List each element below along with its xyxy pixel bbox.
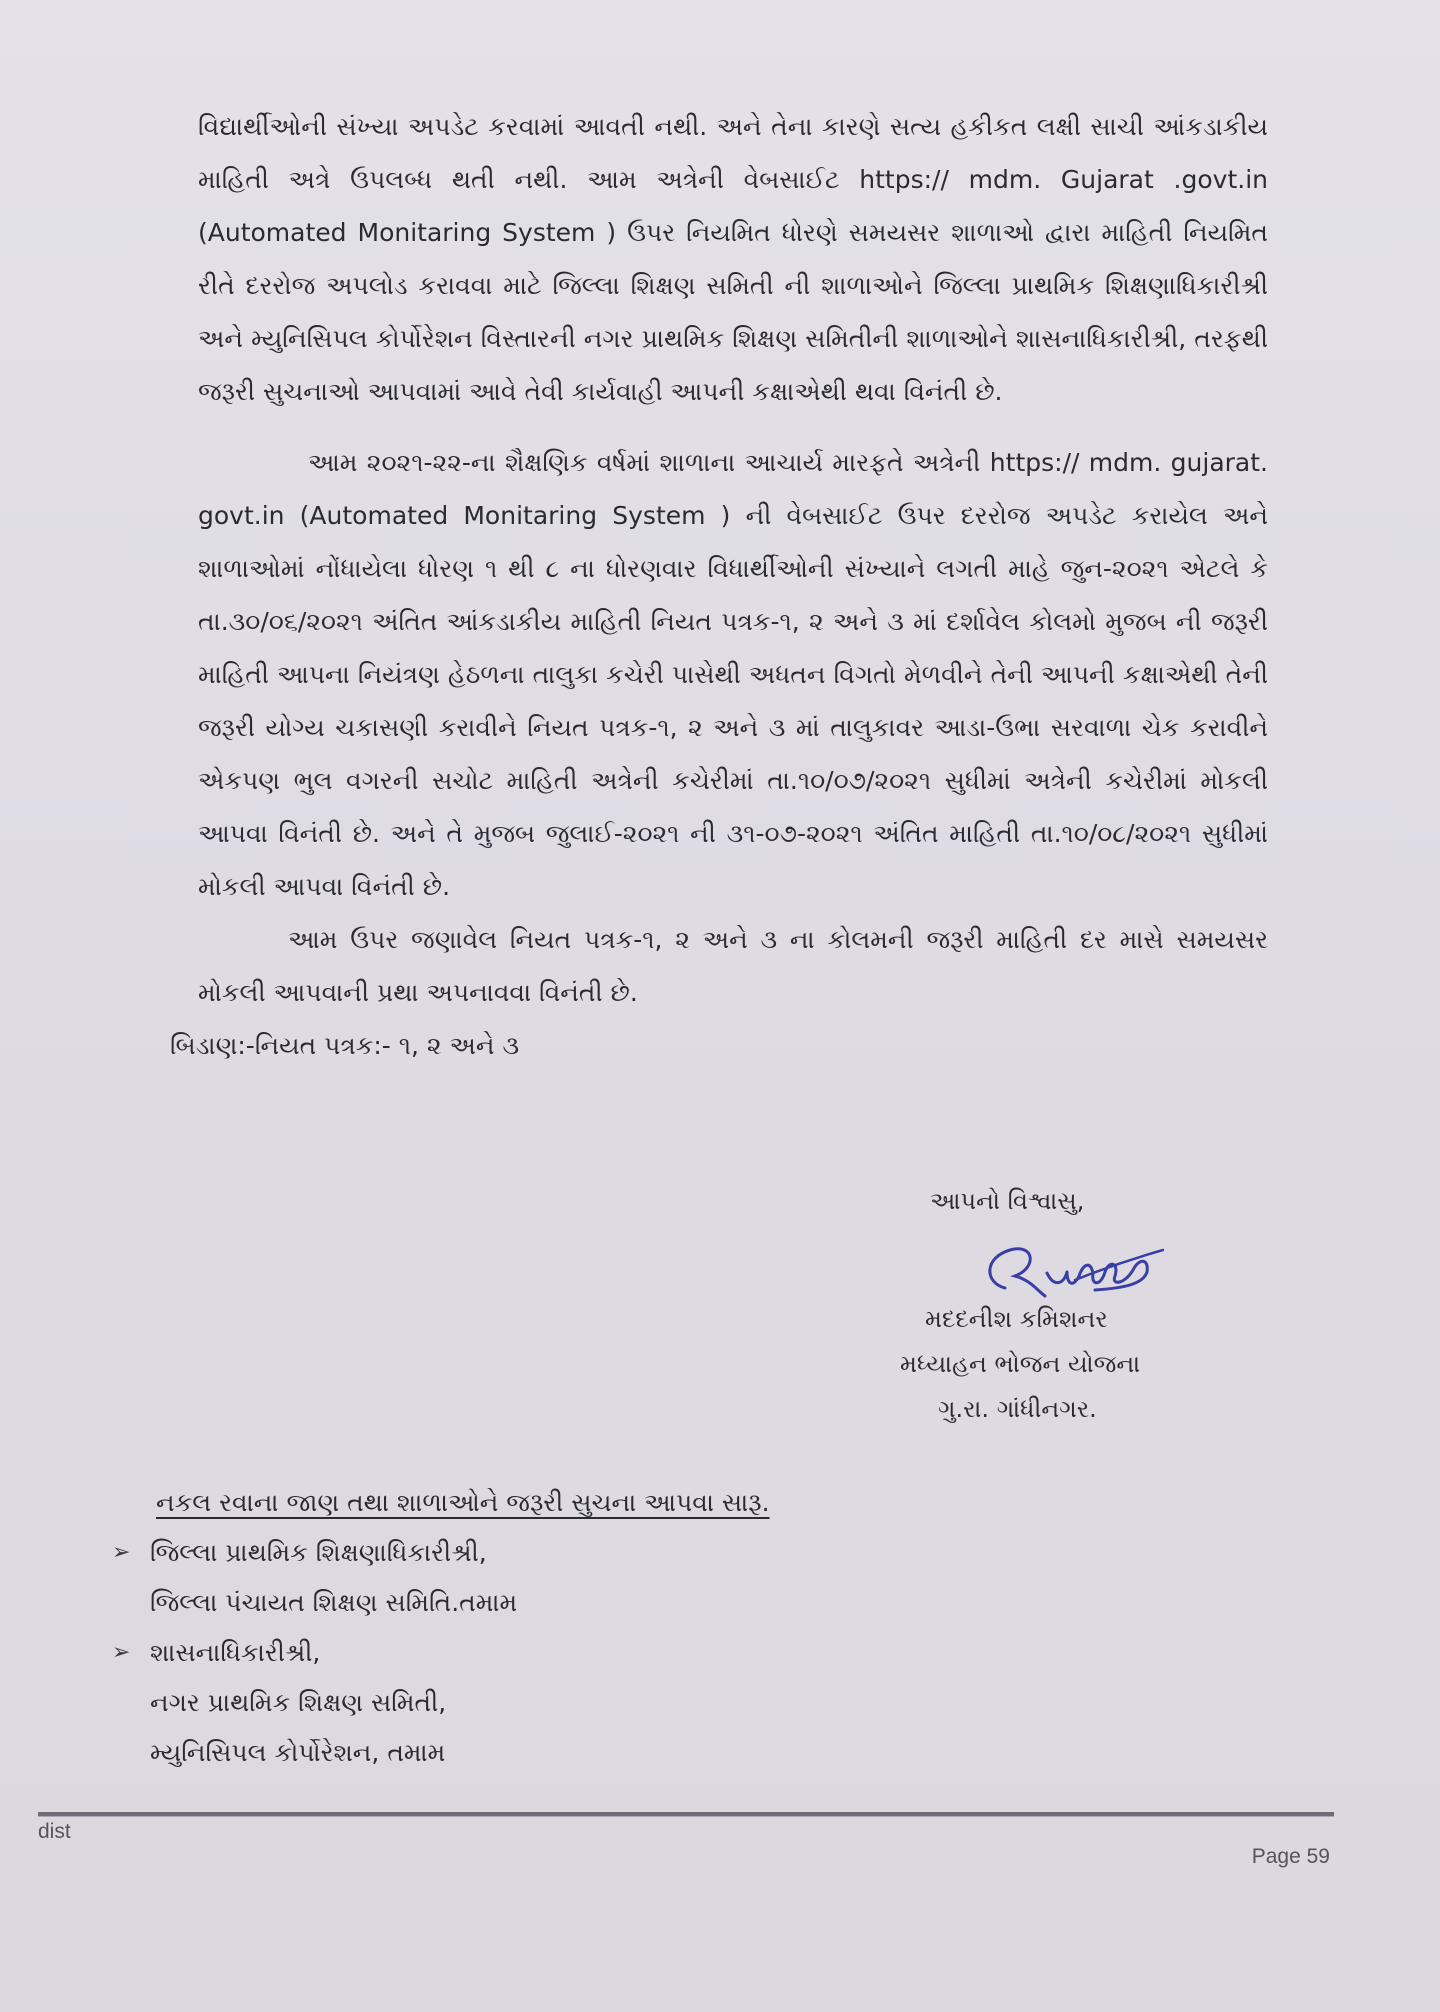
paragraph-1: વિદ્યાર્થીઓની સંખ્યા અપડેટ કરવામાં આવતી નથી. અને તેના કારણે સત્ય હકીકત લક્ષી સાચી આંકડાકીય માહિતી અત્રે ઉપલબ્ધ થતી નથી. આમ અત્રેની વેબસાઈટ https:// mdm. Gujarat .govt.in (Automated Monitaring System ) ઉપર નિયમિત ધોરણે સમયસર શાળાઓ દ્વારા માહિતી નિયમિત રીતે દરરોજ અપલોડ કરાવવા માટે જિલ્લા શિક્ષણ સમિતી ની શાળાઓને જિલ્લા પ્રાથમિક શિક્ષણાધિકારીશ્રી અને મ્યુનિસિપલ કોર્પોરેશન વિસ્તારની નગર પ્રાથમિક શિક્ષણ સમિતીની શાળાઓને શાસનાધિકારીશ્રી, તરફથી જરૂરી સુચનાઓ આપવામાં આવે તેવી કાર્યવાહી આપની કક્ષાએથી થવા વિનંતી છે. [198,112,1268,406]
page-number: Page 59 [1251,1845,1330,1868]
copy-item [150,1678,1050,1728]
signatory-designation: મદદનીશ કમિશનર [925,1305,1108,1333]
copy-item-text: નગર પ્રાથમિક શિક્ષણ સમિતી, [150,1688,447,1717]
arrow-bullet-icon: ➢ [112,1540,131,1565]
copy-heading: નકલ રવાના જાણ તથા શાળાઓને જરૂરી સુચના આપવા સારૂ. [156,1488,770,1517]
signatory-department: મધ્યાહન ભોજન યોજના [900,1350,1141,1378]
paragraph-3: આમ ઉપર જણાવેલ નિયત પત્રક-૧, ૨ અને ૩ ના કોલમની જરૂરી માહિતી દર માસે સમયસર મોકલી આપવાની પ્રથા અપનાવવા વિનંતી છે. [198,925,1268,1007]
copy-item-text: જિલ્લા પંચાયત શિક્ષણ સમિતિ.તમામ [150,1588,518,1617]
handwritten-signature [975,1228,1165,1308]
arrow-bullet-icon: ➢ [112,1640,131,1665]
copy-to-section [112,1478,1050,1778]
footer-divider [38,1812,1334,1817]
attachment-line: બિડાણ:-નિયત પત્રક:- ૧, ૨ અને ૩ [170,1031,520,1060]
closing-greeting: આપનો વિશ્વાસુ, [930,1187,1085,1215]
signatory-place: ગુ.રા. ગાંધીનગર. [938,1395,1097,1423]
copy-item [112,1528,1050,1578]
copy-item [150,1578,1050,1628]
copy-item [150,1728,1050,1778]
copy-item-text: મ્યુનિસિપલ કોર્પોરેશન, તમામ [150,1738,446,1767]
copy-item-text: શાસનાધિકારીશ્રી, [150,1638,321,1667]
copy-item [112,1628,1050,1678]
paragraph-2: આમ ૨૦૨૧-૨૨-ના શૈક્ષણિક વર્ષમાં શાળાના આચાર્ય મારફતે અત્રેની https:// mdm. gujarat. govt.in (Automated Monitaring System ) ની વેબસાઈટ ઉપર દરરોજ અપડેટ કરાયેલ અને શાળાઓમાં નોંધાયેલા ધોરણ ૧ થી ૮ ના ધોરણવાર વિધાર્થીઓની સંખ્યાને લગતી માહે જુન-૨૦૨૧ એટલે કે તા.૩૦/૦૬/૨૦૨૧ અંતિત આંકડાકીય માહિતી નિયત પત્રક-૧, ૨ અને ૩ માં દર્શાવેલ કોલમો મુજબ ની જરૂરી માહિતી આપના નિયંત્રણ હેઠળના તાલુકા કચેરી પાસેથી અધતન વિગતો મેળવીને તેની આપની કક્ષાએથી તેની જરૂરી યોગ્ય ચકાસણી કરાવીને નિયત પત્રક-૧, ૨ અને ૩ માં તાલુકાવર આડા-ઉભા સરવાળા ચેક કરાવીને એકપણ ભુલ વગરની સચોટ માહિતી અત્રેની કચેરીમાં તા.૧૦/૦૭/૨૦૨૧ સુધીમાં અત્રેની કચેરીમાં મોકલી આપવા વિનંતી છે. અને તે મુજબ જુલાઈ-૨૦૨૧ ની ૩૧-૦૭-૨૦૨૧ અંતિત માહિતી તા.૧૦/૦૮/૨૦૨૧ સુધીમાં મોકલી આપવા વિનંતી છે. [198,448,1268,901]
letter-body [170,100,1268,1072]
footer-label: dist [38,1820,71,1843]
copy-item-text: જિલ્લા પ્રાથમિક શિક્ષણાધિકારીશ્રી, [150,1538,487,1567]
